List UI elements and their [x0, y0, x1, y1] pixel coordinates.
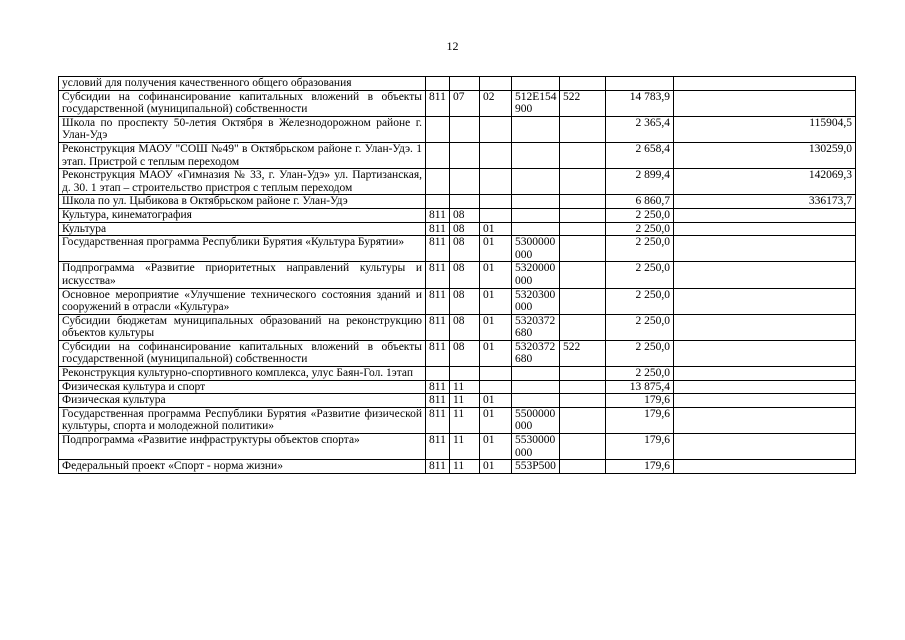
table-row	[59, 394, 856, 408]
target-article-cell: 5530000 000	[512, 434, 560, 460]
amount-cell: 2 250,0	[606, 262, 674, 288]
extra-amount-cell	[674, 434, 856, 460]
section-code-cell: 08	[450, 208, 480, 222]
ved-code-cell: 811	[426, 208, 450, 222]
extra-amount-cell: 115904,5	[674, 116, 856, 142]
subsection-code-cell	[480, 169, 512, 195]
table-row	[59, 77, 856, 91]
section-code-cell: 08	[450, 340, 480, 366]
section-code-cell: 11	[450, 394, 480, 408]
ved-code-cell	[426, 195, 450, 209]
ved-code-cell	[426, 169, 450, 195]
expense-type-cell: 522	[560, 340, 606, 366]
amount-cell: 2 365,4	[606, 116, 674, 142]
target-article-cell	[512, 169, 560, 195]
amount-cell: 2 250,0	[606, 222, 674, 236]
ved-code-cell: 811	[426, 236, 450, 262]
ved-code-cell: 811	[426, 314, 450, 340]
ved-code-cell: 811	[426, 380, 450, 394]
row-name-cell: Реконструкция МАОУ «Гимназия № 33, г. Улан-Удэ» ул. Партизанская, д. 30. 1 этап – строительство пристроя с теплым переходом	[59, 169, 426, 195]
table-row	[59, 90, 856, 116]
subsection-code-cell	[480, 380, 512, 394]
amount-cell: 6 860,7	[606, 195, 674, 209]
amount-cell: 179,6	[606, 460, 674, 474]
table-row	[59, 460, 856, 474]
target-article-cell	[512, 367, 560, 381]
subsection-code-cell: 01	[480, 288, 512, 314]
expense-type-cell	[560, 195, 606, 209]
extra-amount-cell	[674, 222, 856, 236]
section-code-cell: 11	[450, 434, 480, 460]
extra-amount-cell	[674, 367, 856, 381]
expense-type-cell	[560, 116, 606, 142]
expense-type-cell	[560, 314, 606, 340]
table-row	[59, 340, 856, 366]
target-article-cell: 5300000 000	[512, 236, 560, 262]
ved-code-cell: 811	[426, 407, 450, 433]
subsection-code-cell	[480, 116, 512, 142]
extra-amount-cell: 142069,3	[674, 169, 856, 195]
table-row	[59, 169, 856, 195]
target-article-cell	[512, 116, 560, 142]
expense-type-cell	[560, 407, 606, 433]
table-row	[59, 262, 856, 288]
expense-type-cell	[560, 394, 606, 408]
expense-type-cell	[560, 434, 606, 460]
row-name-cell: Федеральный проект «Спорт - норма жизни»	[59, 460, 426, 474]
amount-cell: 2 250,0	[606, 208, 674, 222]
row-name-cell: условий для получения качественного общего образования	[59, 77, 426, 91]
ved-code-cell: 811	[426, 434, 450, 460]
expense-type-cell	[560, 288, 606, 314]
subsection-code-cell: 01	[480, 394, 512, 408]
table-row	[59, 380, 856, 394]
amount-cell: 2 899,4	[606, 169, 674, 195]
amount-cell: 2 250,0	[606, 288, 674, 314]
table-row	[59, 236, 856, 262]
target-article-cell	[512, 222, 560, 236]
expense-type-cell	[560, 236, 606, 262]
amount-cell: 14 783,9	[606, 90, 674, 116]
extra-amount-cell	[674, 90, 856, 116]
section-code-cell: 08	[450, 222, 480, 236]
target-article-cell	[512, 208, 560, 222]
target-article-cell: 5320300 000	[512, 288, 560, 314]
table-row	[59, 208, 856, 222]
section-code-cell: 08	[450, 314, 480, 340]
extra-amount-cell	[674, 262, 856, 288]
extra-amount-cell	[674, 380, 856, 394]
target-article-cell: 5320372 680	[512, 314, 560, 340]
amount-cell: 2 250,0	[606, 314, 674, 340]
ved-code-cell	[426, 367, 450, 381]
subsection-code-cell	[480, 208, 512, 222]
row-name-cell: Школа по проспекту 50-летия Октября в Железнодорожном районе г. Улан-Удэ	[59, 116, 426, 142]
section-code-cell: 07	[450, 90, 480, 116]
section-code-cell: 11	[450, 460, 480, 474]
row-name-cell: Подпрограмма «Развитие инфраструктуры объектов спорта»	[59, 434, 426, 460]
extra-amount-cell	[674, 208, 856, 222]
row-name-cell: Субсидии бюджетам муниципальных образований на реконструкцию объектов культуры	[59, 314, 426, 340]
subsection-code-cell: 02	[480, 90, 512, 116]
row-name-cell: Подпрограмма «Развитие приоритетных направлений культуры и искусства»	[59, 262, 426, 288]
extra-amount-cell	[674, 394, 856, 408]
budget-table	[58, 76, 856, 474]
expense-type-cell	[560, 222, 606, 236]
section-code-cell	[450, 142, 480, 168]
amount-cell: 179,6	[606, 394, 674, 408]
row-name-cell: Субсидии на софинансирование капитальных вложений в объекты государственной (муниципальной) собственности	[59, 90, 426, 116]
section-code-cell: 08	[450, 288, 480, 314]
subsection-code-cell	[480, 77, 512, 91]
target-article-cell: 553P500	[512, 460, 560, 474]
amount-cell	[606, 77, 674, 91]
target-article-cell	[512, 195, 560, 209]
subsection-code-cell: 01	[480, 236, 512, 262]
row-name-cell: Физическая культура и спорт	[59, 380, 426, 394]
table-row	[59, 407, 856, 433]
table-row	[59, 195, 856, 209]
amount-cell: 13 875,4	[606, 380, 674, 394]
amount-cell: 179,6	[606, 407, 674, 433]
extra-amount-cell	[674, 77, 856, 91]
extra-amount-cell: 130259,0	[674, 142, 856, 168]
ved-code-cell: 811	[426, 90, 450, 116]
target-article-cell	[512, 142, 560, 168]
ved-code-cell: 811	[426, 222, 450, 236]
extra-amount-cell	[674, 288, 856, 314]
expense-type-cell	[560, 380, 606, 394]
amount-cell: 179,6	[606, 434, 674, 460]
table-row	[59, 142, 856, 168]
extra-amount-cell	[674, 340, 856, 366]
ved-code-cell: 811	[426, 340, 450, 366]
table-row	[59, 288, 856, 314]
ved-code-cell: 811	[426, 460, 450, 474]
extra-amount-cell	[674, 407, 856, 433]
subsection-code-cell: 01	[480, 222, 512, 236]
ved-code-cell: 811	[426, 394, 450, 408]
section-code-cell: 08	[450, 236, 480, 262]
target-article-cell: 5320000 000	[512, 262, 560, 288]
extra-amount-cell	[674, 314, 856, 340]
target-article-cell: 5320372 680	[512, 340, 560, 366]
row-name-cell: Государственная программа Республики Бурятия «Культура Бурятии»	[59, 236, 426, 262]
ved-code-cell: 811	[426, 288, 450, 314]
amount-cell: 2 250,0	[606, 367, 674, 381]
table-row	[59, 314, 856, 340]
page-number: 12	[446, 39, 459, 53]
subsection-code-cell: 01	[480, 340, 512, 366]
subsection-code-cell: 01	[480, 262, 512, 288]
table-row	[59, 116, 856, 142]
row-name-cell: Школа по ул. Цыбикова в Октябрьском районе г. Улан-Удэ	[59, 195, 426, 209]
budget-table-body	[59, 77, 856, 474]
row-name-cell: Культура	[59, 222, 426, 236]
expense-type-cell	[560, 460, 606, 474]
row-name-cell: Основное мероприятие «Улучшение технического состояния зданий и сооружений в отрасли «Культура»	[59, 288, 426, 314]
row-name-cell: Субсидии на софинансирование капитальных вложений в объекты государственной (муниципальной) собственности	[59, 340, 426, 366]
section-code-cell	[450, 367, 480, 381]
table-row	[59, 367, 856, 381]
expense-type-cell	[560, 208, 606, 222]
extra-amount-cell	[674, 236, 856, 262]
section-code-cell	[450, 169, 480, 195]
amount-cell: 2 250,0	[606, 236, 674, 262]
ved-code-cell	[426, 77, 450, 91]
expense-type-cell	[560, 142, 606, 168]
subsection-code-cell: 01	[480, 314, 512, 340]
section-code-cell: 11	[450, 407, 480, 433]
section-code-cell: 08	[450, 262, 480, 288]
target-article-cell: 512E154 900	[512, 90, 560, 116]
ved-code-cell	[426, 142, 450, 168]
row-name-cell: Государственная программа Республики Бурятия «Развитие физической культуры, спорта и молодежной политики»	[59, 407, 426, 433]
subsection-code-cell: 01	[480, 407, 512, 433]
expense-type-cell	[560, 367, 606, 381]
amount-cell: 2 250,0	[606, 340, 674, 366]
target-article-cell	[512, 380, 560, 394]
row-name-cell: Реконструкция культурно-спортивного комплекса, улус Баян-Гол. 1этап	[59, 367, 426, 381]
section-code-cell	[450, 77, 480, 91]
extra-amount-cell	[674, 460, 856, 474]
section-code-cell	[450, 195, 480, 209]
expense-type-cell	[560, 77, 606, 91]
subsection-code-cell	[480, 195, 512, 209]
row-name-cell: Культура, кинематография	[59, 208, 426, 222]
subsection-code-cell	[480, 142, 512, 168]
section-code-cell: 11	[450, 380, 480, 394]
ved-code-cell: 811	[426, 262, 450, 288]
target-article-cell	[512, 394, 560, 408]
section-code-cell	[450, 116, 480, 142]
row-name-cell: Физическая культура	[59, 394, 426, 408]
expense-type-cell	[560, 169, 606, 195]
subsection-code-cell	[480, 367, 512, 381]
extra-amount-cell: 336173,7	[674, 195, 856, 209]
row-name-cell: Реконструкция МАОУ "СОШ №49" в Октябрьском районе г. Улан-Удэ. 1 этап. Пристрой с теплым переходом	[59, 142, 426, 168]
table-row	[59, 434, 856, 460]
subsection-code-cell: 01	[480, 460, 512, 474]
expense-type-cell: 522	[560, 90, 606, 116]
amount-cell: 2 658,4	[606, 142, 674, 168]
ved-code-cell	[426, 116, 450, 142]
subsection-code-cell: 01	[480, 434, 512, 460]
expense-type-cell	[560, 262, 606, 288]
table-row	[59, 222, 856, 236]
target-article-cell: 5500000 000	[512, 407, 560, 433]
target-article-cell	[512, 77, 560, 91]
